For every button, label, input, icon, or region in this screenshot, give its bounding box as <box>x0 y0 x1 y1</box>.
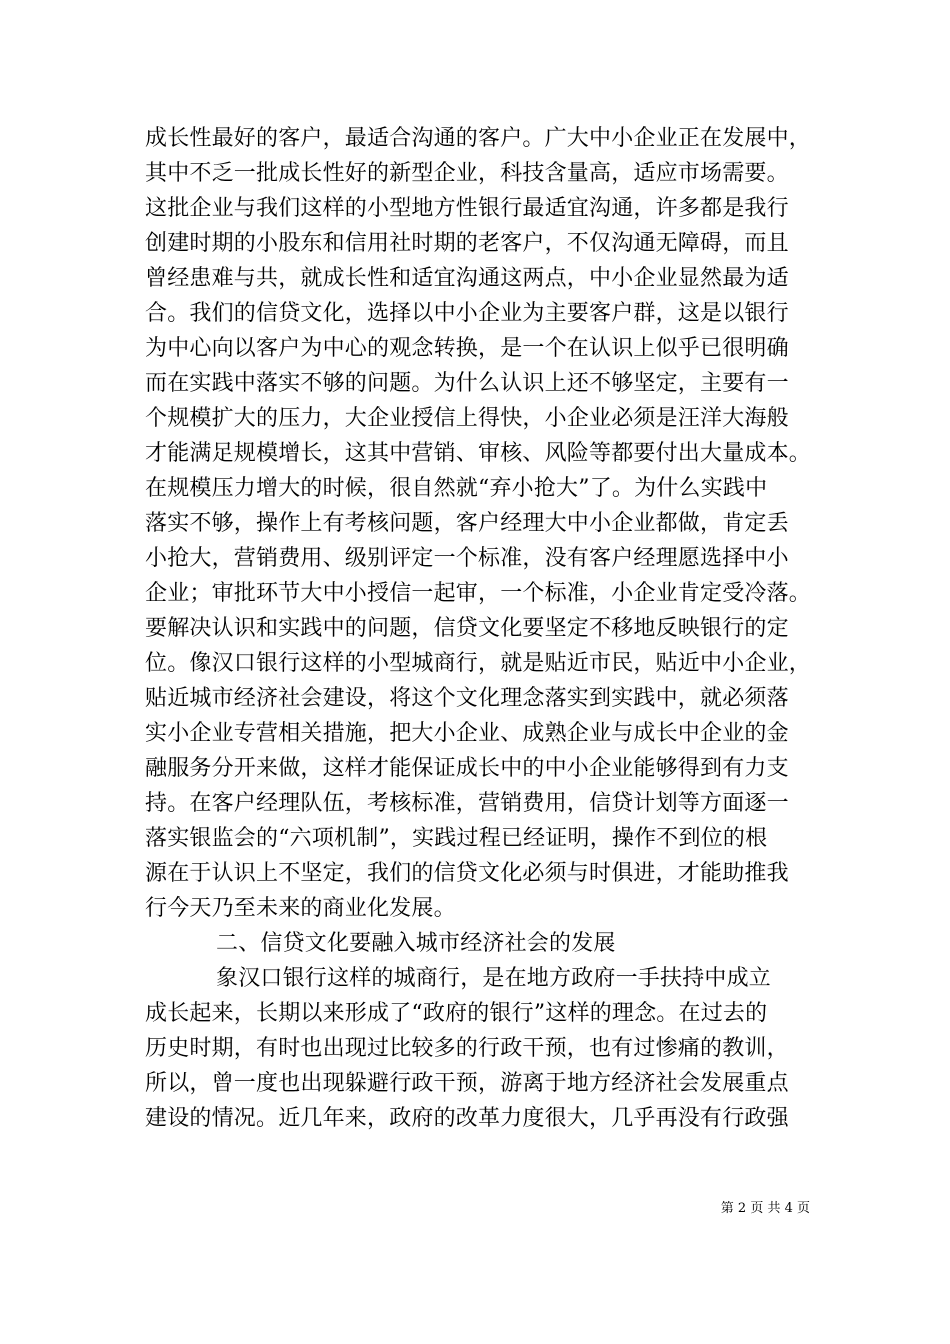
body-line: 其中不乏一批成长性好的新型企业，科技含量高，适应市场需要。 <box>145 161 789 186</box>
body-line: 落实不够，操作上有考核问题，客户经理大中小企业都做，肯定丢 <box>145 511 789 536</box>
body-line: 成长起来，长期以来形成了“政府的银行”这样的理念。在过去的 <box>145 1001 768 1026</box>
body-line: 历史时期，有时也出现过比较多的行政干预，也有过惨痛的教训， <box>145 1036 789 1061</box>
body-line: 成长性最好的客户，最适合沟通的客户。广大中小企业正在发展中， <box>145 126 812 151</box>
body-line: 要解决认识和实践中的问题，信贷文化要坚定不移地反映银行的定 <box>145 616 789 641</box>
body-line: 曾经患难与共，就成长性和适宜沟通这两点，中小企业显然最为适 <box>145 266 789 291</box>
body-line: 实小企业专营相关措施，把大小企业、成熟企业与成长中企业的金 <box>145 721 789 746</box>
body-line: 行今天乃至未来的商业化发展。 <box>145 896 456 921</box>
body-line: 落实银监会的“六项机制”，实践过程已经证明，操作不到位的根 <box>145 826 768 851</box>
body-line: 个规模扩大的压力，大企业授信上得快，小企业必须是汪洋大海般 <box>145 406 789 431</box>
body-line: 持。在客户经理队伍，考核标准，营销费用，信贷计划等方面逐一 <box>145 791 789 816</box>
body-line: 源在于认识上不坚定，我们的信贷文化必须与时俱进，才能助推我 <box>145 861 789 886</box>
body-line: 融服务分开来做，这样才能保证成长中的中小企业能够得到有力支 <box>145 756 789 781</box>
page-footer: 第 2 页 共 4 页 <box>720 1201 810 1216</box>
body-line: 合。我们的信贷文化，选择以中小企业为主要客户群，这是以银行 <box>145 301 789 326</box>
body-line: 企业；审批环节大中小授信一起审，一个标准，小企业肯定受冷落。 <box>145 581 812 606</box>
body-line: 小抢大，营销费用、级别评定一个标准，没有客户经理愿选择中小 <box>145 546 789 571</box>
body-line: 这批企业与我们这样的小型地方性银行最适宜沟通，许多都是我行 <box>145 196 789 221</box>
body-line: 为中心向以客户为中心的观念转换，是一个在认识上似乎已很明确 <box>145 336 789 361</box>
body-line: 贴近城市经济社会建设，将这个文化理念落实到实践中，就必须落 <box>145 686 789 711</box>
body-line: 而在实践中落实不够的问题。为什么认识上还不够坚定，主要有一 <box>145 371 789 396</box>
section-heading: 二、信贷文化要融入城市经济社会的发展 <box>216 931 616 956</box>
body-line: 才能满足规模增长，这其中营销、审核、风险等都要付出大量成本。 <box>145 441 812 466</box>
body-line: 在规模压力增大的时候，很自然就“弃小抢大”了。为什么实践中 <box>145 476 768 501</box>
body-line: 所以，曾一度也出现躲避行政干预，游离于地方经济社会发展重点 <box>145 1071 789 1096</box>
body-line: 创建时期的小股东和信用社时期的老客户，不仅沟通无障碍，而且 <box>145 231 789 256</box>
body-line: 建设的情况。近几年来，政府的改革力度很大，几乎再没有行政强 <box>145 1106 789 1131</box>
body-line: 位。像汉口银行这样的小型城商行，就是贴近市民，贴近中小企业， <box>145 651 812 676</box>
body-line: 象汉口银行这样的城商行，是在地方政府一手扶持中成立 <box>216 966 772 991</box>
